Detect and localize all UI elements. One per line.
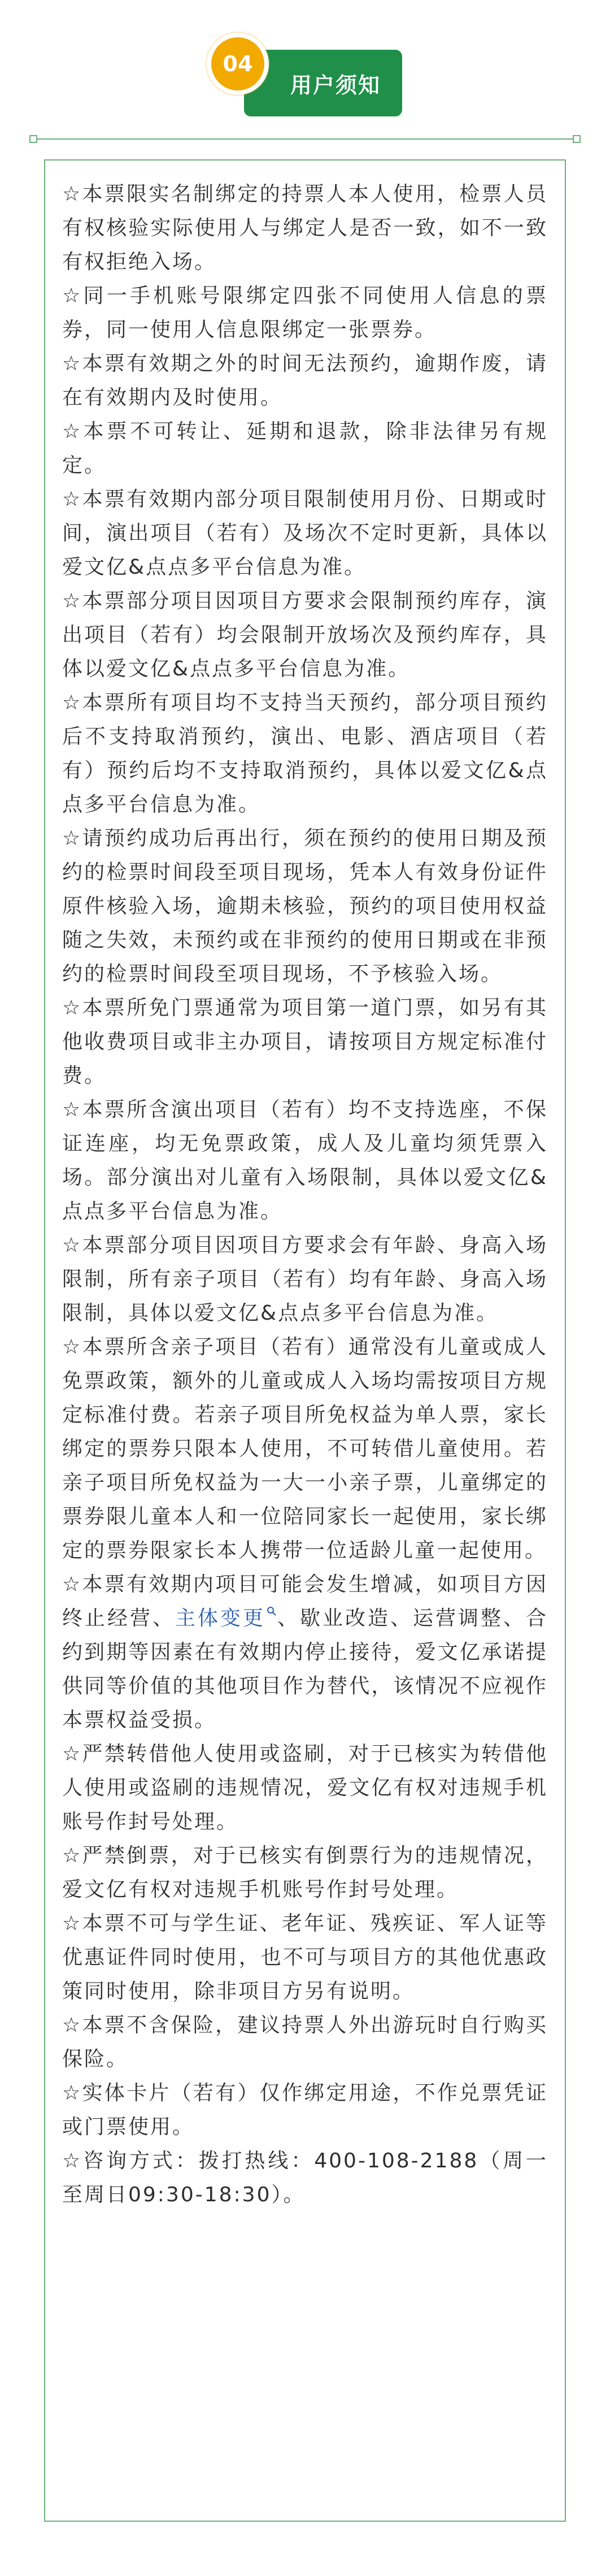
notice-item: ☆本票不含保险，建议持票人外出游玩时自行购买保险。: [62, 2014, 548, 2071]
notice-item: ☆本票不可转让、延期和退款，除非法律另有规定。: [62, 420, 548, 477]
notice-item: ☆严禁倒票，对于已核实有倒票行为的违规情况，爱文亿有权对违规手机账号作封号处理。: [62, 1844, 548, 1901]
frame-corner-right: [573, 135, 581, 143]
search-icon[interactable]: [267, 1606, 277, 1616]
section-header: [0, 0, 610, 141]
frame-top-line: [33, 138, 577, 140]
notice-text-after: 、歇业改造、运营调整、合约到期等因素在有效期内停止接待，爱文亿承诺提供同等价值的其他项目作为替代，该情况不应视作本票权益受损。: [62, 1607, 548, 1732]
notice-item: ☆本票有效期之外的时间无法预约，逾期作废，请在有效期内及时使用。: [62, 352, 548, 409]
entity-change-link[interactable]: [175, 1607, 277, 1630]
section-title: 用户须知: [290, 72, 381, 98]
notice-item: ☆本票部分项目因项目方要求会限制预约库存，演出项目（若有）均会限制开放场次及预约库存，具体以爱文亿&点点多平台信息为准。: [62, 589, 548, 680]
notice-box: [44, 159, 566, 2522]
notice-item: ☆本票所含演出项目（若有）均不支持选座，不保证连座，均无免票政策，成人及儿童均须凭票入场。部分演出对儿童有入场限制，具体以爱文亿&点点多平台信息为准。: [62, 1098, 548, 1223]
notice-item: ☆请预约成功后再出行，须在预约的使用日期及预约的检票时间段至项目现场，凭本人有效身份证件原件核验入场，逾期未核验，预约的项目使用权益随之失效，未预约或在非预约的使用日期或在非预约的检票时间段至项目现场，不予核验入场。: [62, 827, 548, 986]
notice-list: [62, 177, 548, 2212]
entity-change-link-text[interactable]: 主体变更: [175, 1607, 265, 1630]
notice-item: ☆本票限实名制绑定的持票人本人使用，检票人员有权核验实际使用人与绑定人是否一致，如不一致有权拒绝入场。: [62, 183, 548, 274]
notice-text-before: ☆本票有效期内项目可能会发生增减，如项目方因终止经营、: [62, 1573, 548, 1630]
notice-item: ☆严禁转借他人使用或盗刷，对于已核实为转借他人使用或盗刷的违规情况，爱文亿有权对违规手机账号作封号处理。: [62, 1742, 548, 1833]
notice-item: ☆实体卡片（若有）仅作绑定用途，不作兑票凭证或门票使用。: [62, 2081, 548, 2139]
notice-item: ☆本票有效期内部分项目限制使用月份、日期或时间，演出项目（若有）及场次不定时更新，具体以爱文亿&点点多平台信息为准。: [62, 488, 548, 579]
notice-item-hotline: ☆咨询方式：拨打热线：400-108-2188（周一至周日09:30-18:30）。: [62, 2149, 548, 2206]
notice-item: ☆本票所免门票通常为项目第一道门票，如另有其他收费项目或非主办项目，请按项目方规定标准付费。: [62, 996, 548, 1087]
frame-corner-left: [29, 135, 37, 143]
notice-item: ☆本票所含亲子项目（若有）通常没有儿童或成人免票政策，额外的儿童或成人入场均需按项目方规定标准付费。若亲子项目所免权益为单人票，家长绑定的票券只限本人使用，不可转借儿童使用。若亲子项目所免权益为一大一小亲子票，儿童绑定的票券限儿童本人和一位陪同家长一起使用，家长绑定的票券限家长本人携带一位适龄儿童一起使用。: [62, 1335, 548, 1562]
section-number-badge: 04: [207, 33, 269, 95]
notice-item: ☆本票部分项目因项目方要求会有年龄、身高入场限制，所有亲子项目（若有）均有年龄、身高入场限制，具体以爱文亿&点点多平台信息为准。: [62, 1234, 548, 1325]
notice-item-with-link: [62, 1568, 548, 1737]
notice-item: ☆同一手机账号限绑定四张不同使用人信息的票券，同一使用人信息限绑定一张票券。: [62, 284, 548, 341]
notice-item: ☆本票所有项目均不支持当天预约，部分项目预约后不支持取消预约，演出、电影、酒店项目（若有）预约后均不支持取消预约，具体以爱文亿&点点多平台信息为准。: [62, 691, 548, 816]
notice-item: ☆本票不可与学生证、老年证、残疾证、军人证等优惠证件同时使用，也不可与项目方的其他优惠政策同时使用，除非项目方另有说明。: [62, 1912, 548, 2003]
